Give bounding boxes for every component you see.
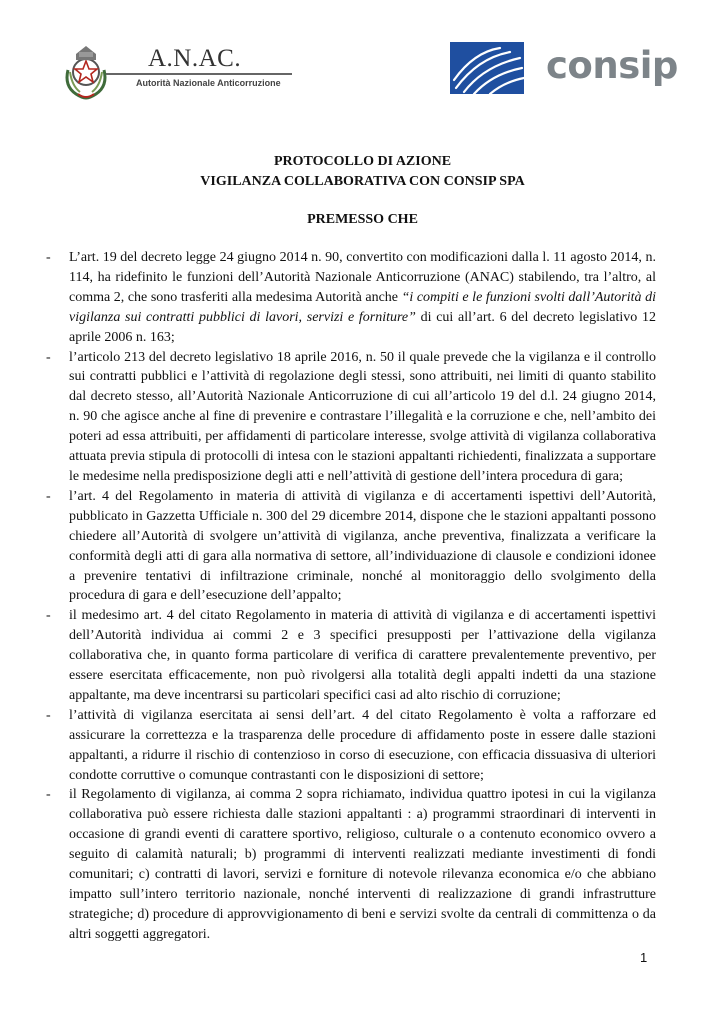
page-header (0, 0, 725, 120)
consip-wave-icon (450, 42, 524, 94)
section-heading: PREMESSO CHE (307, 212, 418, 227)
premises-list (0, 248, 725, 945)
page-number: 1 (640, 950, 648, 965)
item-text: il Regolamento di vigilanza, ai comma 2 sopra richiamato, individua quattro ipotesi in cui la vigilanza collaborativa può essere richiesta dalle stazioni appaltanti : a) programmi straordinari di interventi in occasione di grandi eventi di carattere sportivo, religioso, culturale o a contenuto economico ovvero a seguito di calamità naturali; b) programmi di interventi realizzati mediante investimenti di fondi comunitari; c) contratti di lavori, servizi e forniture di notevole rilevanza economica e/o che abbiano impatto sull’intero territorio nazionale, nonché interventi di realizzazione di grandi infrastrutture strategiche; d) procedure di approvvigionamento di beni e servizi svolte da centrali di committenza o da altri soggetti aggregatori. (69, 787, 656, 942)
item-text: di cui all’art. 6 del decreto legislativo 12 aprile 2006 n. 163; (69, 309, 656, 345)
list-item (46, 348, 656, 487)
document-subtitle: VIGILANZA COLLABORATIVA CON CONSIP SPA (200, 174, 525, 189)
item-text: l’attività di vigilanza esercitata ai sensi dell’art. 4 del citato Regolamento è volta a rafforzare ed assicurare la correttezza e la trasparenza delle procedure di affidamento poste in essere dalle stazioni appaltanti, a ridurre il rischio di contenzioso in corso di esecuzione, con efficacia dissuasiva di ulteriori condotte corruttive o comunque contrastanti con le disposizioni di settore; (69, 707, 656, 783)
item-text: il medesimo art. 4 del citato Regolamento in materia di attività di vigilanza e di accertamenti ispettivi dell’Autorità individua ai commi 2 e 3 specifici presupposti per l’attivazione della vigilanza collaborativa che, in quanto forma particolare di verifica di carattere prevalentemente preventivo, per essere esercitata efficacemente, non può rivolgersi alla totalità degli appalti indetti da una stazione appaltante, ma deve incentrarsi su particolari specifici casi ad alto rischio di corruzione; (69, 608, 656, 703)
item-quote: “i compiti e le funzioni svolti dall’Autorità di vigilanza sui contratti pubblici di lavori, servizi e forniture” (69, 289, 656, 325)
item-text: l’art. 4 del Regolamento in materia di attività di vigilanza e di accertamenti ispettivi dell’Autorità, pubblicato in Gazzetta Ufficiale n. 300 del 29 dicembre 2014, dispone che le stazioni appaltanti possono chiedere all’Autorità di svolgere un’attività di vigilanza, anche preventiva, finalizzata a verificare la conformità degli atti di gara alla normativa di settore, all’individuazione di clausole e condizioni idonee a prevenire tentativi di infiltrazione criminale, nonché al monitoraggio dello svolgimento della procedura di gara e dell’esecuzione dell’appalto; (69, 488, 656, 604)
list-item (46, 487, 656, 606)
anac-divider (106, 73, 292, 75)
bullet-dash: - (46, 787, 51, 803)
item-text: L’art. 19 del decreto legge 24 giugno 2014 n. 90, convertito con modificazioni dalla l. 11 agosto 2014, n. 114, ha ridefinito le funzioni dell’Autorità Nazionale Anticorruzione (ANAC) stabilendo, tra l’altro, al comma 2, che sono trasferiti alla medesima Autorità anche (69, 250, 656, 305)
list-item (46, 248, 656, 348)
consip-wordmark: consip (546, 44, 678, 87)
bullet-dash: - (46, 707, 51, 723)
bullet-dash: - (46, 608, 51, 624)
list-item (46, 785, 656, 944)
bullet-dash: - (46, 488, 51, 504)
italian-emblem-icon (62, 42, 110, 100)
consip-logo (450, 42, 678, 94)
anac-title: A.N.AC. (148, 45, 242, 72)
document-title: PROTOCOLLO DI AZIONE (273, 154, 452, 169)
list-item (46, 706, 656, 786)
bullet-dash: - (46, 250, 51, 265)
anac-logo (62, 42, 292, 104)
list-item (46, 606, 656, 706)
bullet-dash: - (46, 349, 51, 365)
anac-subtitle: Autorità Nazionale Anticorruzione (136, 78, 281, 88)
item-text: l’articolo 213 del decreto legislativo 18 aprile 2016, n. 50 il quale prevede che la vigilanza e il controllo sui contratti pubblici e l’attività di regolazione degli stessi, sono attribuiti, nei limiti di quanto stabilito dal decreto stesso, all’Autorità Nazionale Anticorruzione di cui all’articolo 19 del d.l. 24 giugno 2014, n. 90 che agisce anche al fine di prevenire e contrastare l’illegalità e la corruzione e che, nell’ambito dei poteri ad essa attribuiti, per affidamenti di particolare interesse, svolge attività di vigilanza collaborativa attuata previa stipula di protocolli di intesa con le stazioni appaltanti richiedenti, finalizzata a supportare le medesime nella predisposizione degli atti e nell’attività di gestione dell’intera procedura di gara; (69, 349, 656, 484)
